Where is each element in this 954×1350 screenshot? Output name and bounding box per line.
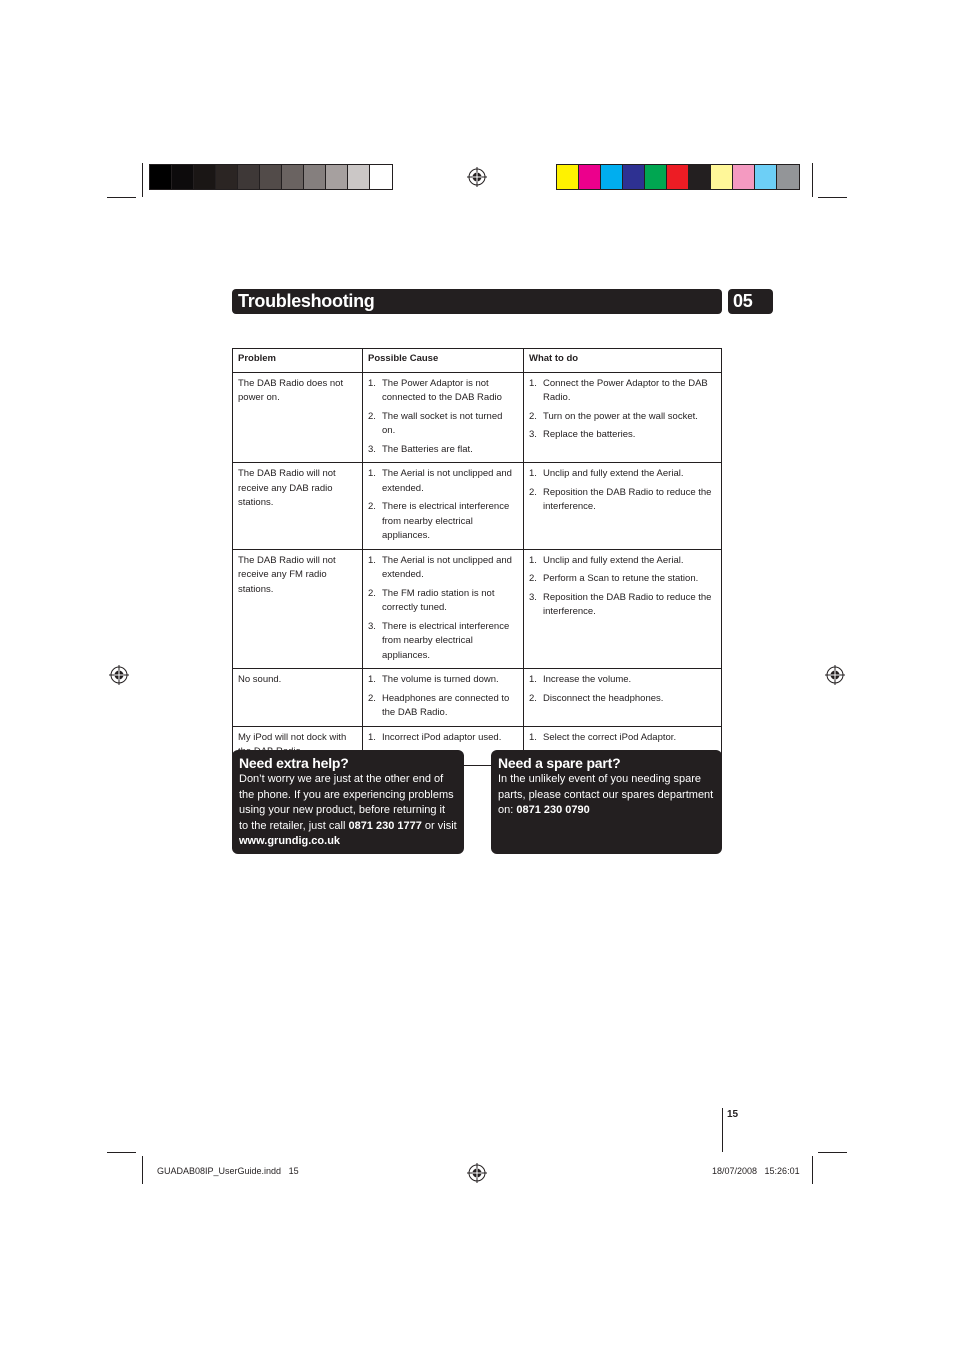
list-item: 1. The Aerial is not unclipped and extended. xyxy=(368,468,512,494)
cause-cell xyxy=(363,372,524,463)
causes-list xyxy=(368,673,518,721)
registration-mark-icon xyxy=(467,167,487,187)
actions-list xyxy=(529,377,716,443)
problem-cell: The DAB Radio does not power on. xyxy=(233,372,363,463)
color-swatch xyxy=(216,165,238,189)
problem-cell: The DAB Radio will not receive any FM radio stations. xyxy=(233,549,363,669)
grey-calibration-bar xyxy=(149,164,393,190)
extra-help-text: Don’t worry we are just at the other end of the phone. If you are experiencing problems using your new product, before returning it to the retailer, just call 0871 230 1777 or visit www.grundig.co.uk xyxy=(239,773,457,847)
list-item: 3. Reposition the DAB Radio to reduce the interference. xyxy=(529,591,712,617)
extra-help-title: Need extra help? xyxy=(239,755,349,771)
color-calibration-bar xyxy=(556,164,800,190)
problem-cell: My iPod will not dock with xyxy=(233,726,363,765)
list-item: 1. Connect the Power Adaptor to the DAB Radio. xyxy=(529,377,708,403)
causes-list xyxy=(368,377,518,458)
registration-mark-icon xyxy=(825,665,845,685)
action-cell xyxy=(524,372,722,463)
list-item: 3. Replace the batteries. xyxy=(529,429,636,440)
action-cell xyxy=(524,669,722,727)
slug-timestamp: 18/07/2008 15:26:01 xyxy=(712,1166,800,1176)
action-cell xyxy=(524,463,722,550)
color-swatch xyxy=(777,165,799,189)
list-item: 1. Incorrect iPod adaptor used. xyxy=(368,731,502,743)
actions-list xyxy=(529,731,716,746)
color-swatch xyxy=(194,165,216,189)
color-swatch xyxy=(601,165,623,189)
list-item: 2. The wall socket is not turned on. xyxy=(368,410,503,436)
column-header-action: What to do xyxy=(524,349,722,373)
color-swatch xyxy=(667,165,689,189)
causes-list xyxy=(368,467,518,544)
list-item: 2. Headphones are connected to the DAB Radio. xyxy=(368,692,510,718)
causes-list xyxy=(368,731,518,746)
color-swatch xyxy=(711,165,733,189)
problem-cell: The DAB Radio will not receive any DAB radio stations. xyxy=(233,463,363,550)
crop-mark xyxy=(107,1152,136,1153)
color-swatch xyxy=(348,165,370,189)
crop-mark xyxy=(812,1156,813,1184)
crop-mark xyxy=(107,197,136,198)
cause-cell xyxy=(363,463,524,550)
crop-mark xyxy=(818,197,847,198)
color-swatch xyxy=(579,165,601,189)
spare-part-title: Need a spare part? xyxy=(498,755,621,771)
color-swatch xyxy=(689,165,711,189)
table-row xyxy=(233,549,722,669)
spares-phone-number: 0871 230 0790 xyxy=(516,804,590,816)
list-item: 1. The volume is turned down. xyxy=(368,674,499,685)
color-swatch xyxy=(172,165,194,189)
color-swatch xyxy=(282,165,304,189)
list-item: 1. Unclip and fully extend the Aerial. xyxy=(529,554,684,566)
color-swatch xyxy=(623,165,645,189)
page-number-rule xyxy=(722,1108,723,1152)
list-item: 2. Perform a Scan to retune the station. xyxy=(529,573,699,584)
cause-cell xyxy=(363,669,524,727)
actions-list xyxy=(529,673,716,706)
registration-mark-icon xyxy=(467,1163,487,1183)
website-link[interactable]: www.grundig.co.uk xyxy=(239,835,341,847)
crop-mark xyxy=(818,1152,847,1153)
extra-help-box xyxy=(232,750,464,854)
list-item: 2. Turn on the power at the wall socket. xyxy=(529,410,698,422)
list-item: 2. Disconnect the headphones. xyxy=(529,692,664,704)
column-header-cause: Possible Cause xyxy=(363,349,524,373)
list-item: 3. There is electrical interference from nearby electrical appliances. xyxy=(368,620,510,661)
help-phone-number: 0871 230 1777 xyxy=(348,819,422,832)
spare-part-box xyxy=(491,750,722,854)
actions-list xyxy=(529,467,716,515)
list-item: 2. Reposition the DAB Radio to reduce the interference. xyxy=(529,486,712,512)
table-row xyxy=(233,669,722,727)
causes-list xyxy=(368,554,518,664)
list-item: 1. Unclip and fully extend the Aerial. xyxy=(529,468,684,479)
list-item: 2. The FM radio station is not correctly tuned. xyxy=(368,587,495,613)
spare-part-text: In the unlikely event of you needing spare parts, please contact our spares department on: 0871 230 0790 xyxy=(498,773,714,816)
color-swatch xyxy=(326,165,348,189)
color-swatch xyxy=(645,165,667,189)
color-swatch xyxy=(238,165,260,189)
list-item: 1. Select the correct iPod Adaptor. xyxy=(529,731,677,743)
color-swatch xyxy=(557,165,579,189)
color-swatch xyxy=(733,165,755,189)
slug-filename: GUADAB08IP_UserGuide.indd 15 xyxy=(157,1166,299,1176)
chapter-number: 05 xyxy=(733,291,753,311)
table-row xyxy=(233,463,722,550)
crop-mark xyxy=(142,1156,143,1184)
cause-cell xyxy=(363,549,524,669)
crop-mark xyxy=(142,163,143,197)
crop-mark xyxy=(812,163,813,197)
page-number: 15 xyxy=(727,1109,739,1120)
troubleshooting-table xyxy=(232,348,722,766)
section-title-bar xyxy=(232,289,722,314)
actions-list xyxy=(529,554,716,620)
chapter-number-box xyxy=(728,289,773,314)
color-swatch xyxy=(150,165,172,189)
problem-cell: No sound. xyxy=(233,669,363,727)
color-swatch xyxy=(755,165,777,189)
column-header-problem: Problem xyxy=(233,349,363,373)
color-swatch xyxy=(260,165,282,189)
list-item: 2. There is electrical interference from nearby electrical appliances. xyxy=(368,501,510,541)
list-item: 1. The Power Adaptor is not connected to the DAB Radio xyxy=(368,377,502,403)
table-row xyxy=(233,372,722,463)
action-cell xyxy=(524,549,722,669)
color-swatch xyxy=(304,165,326,189)
color-swatch xyxy=(370,165,392,189)
page-title: Troubleshooting xyxy=(238,291,375,311)
list-item: 1. Increase the volume. xyxy=(529,674,632,685)
list-item: 1. The Aerial is not unclipped and extended. xyxy=(368,554,512,580)
registration-mark-icon xyxy=(109,665,129,685)
list-item: 3. The Batteries are flat. xyxy=(368,443,473,455)
table-header-row xyxy=(233,349,722,373)
